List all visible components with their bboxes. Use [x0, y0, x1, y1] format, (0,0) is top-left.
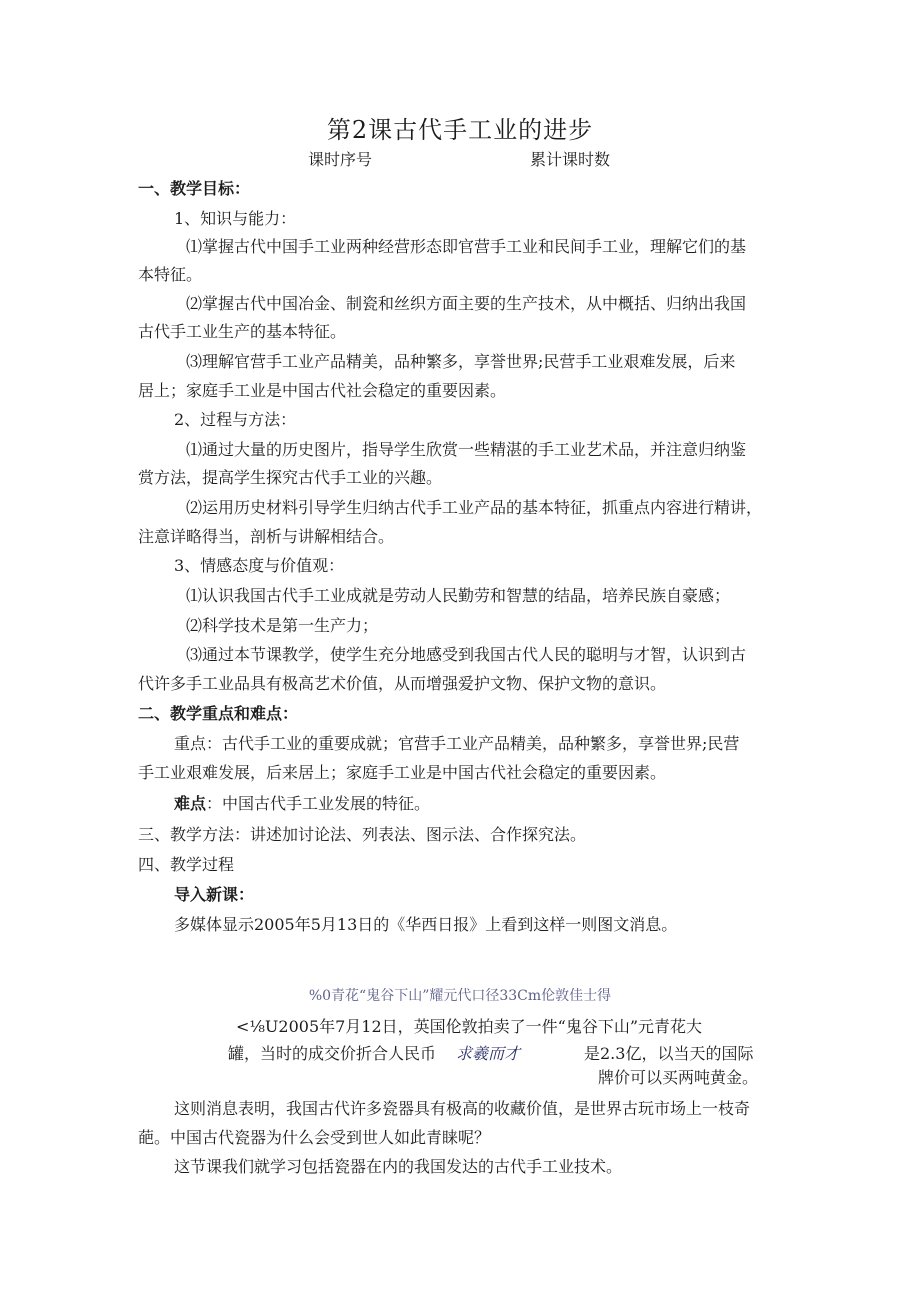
knowledge-heading: 1、知识与能力：	[174, 209, 297, 228]
intro-text: 多媒体显示2005年5月13日的《华西日报》上看到这样一则图文消息。	[174, 915, 678, 934]
emotion-item-3: ⑶通过本节课教学，使学生充分地感受到我国古代人民的聪明与才智，认识到古	[186, 645, 747, 664]
news-line-2b: 求羲而才	[456, 1044, 521, 1063]
knowledge-item-1-cont: 本特征。	[138, 265, 203, 284]
process-item-2: ⑵运用历史材料引导学生归纳古代手工业产品的基本特征，抓重点内容进行精讲，	[186, 498, 763, 517]
knowledge-item-1: ⑴掌握古代中国手工业两种经营形态即官营手工业和民间手工业，理解它们的基	[186, 237, 747, 256]
closing-para-1-cont: 葩。中国古代瓷器为什么会受到世人如此青睐呢？	[138, 1128, 491, 1147]
period-label: 课时序号	[308, 150, 373, 169]
knowledge-item-2-cont: 古代手工业生产的基本特征。	[138, 322, 347, 341]
key-point-cont: 手工业艰难发展，后来居上；家庭手工业是中国古代社会稳定的重要因素。	[138, 763, 667, 782]
section-1-heading: 一、教学目标：	[138, 179, 251, 198]
difficulty-text: ：中国古代手工业发展的特征。	[206, 794, 431, 813]
news-headline: %0青花“鬼谷下山”耀元代口径33Cm伦敦佳士得	[308, 988, 612, 1004]
emotion-heading: 3、情感态度与价值观：	[174, 556, 345, 575]
total-label: 累计课时数	[530, 150, 611, 169]
section-3-methods: 三、教学方法：讲述加讨论法、列表法、图示法、合作探究法。	[138, 825, 587, 844]
difficulty-label: 难点	[174, 794, 207, 813]
key-point: 重点：古代手工业的重要成就；官营手工业产品精美，品种繁多，享誉世界;民营	[174, 734, 740, 753]
intro-label: 导入新课：	[174, 885, 255, 904]
news-line-2c: 是2.3亿，以当天的国际	[584, 1044, 754, 1063]
difficulty	[174, 790, 824, 817]
news-line-3: 牌价可以买两吨黄金。	[598, 1068, 759, 1087]
news-line-2a: 罐，当时的成交价折合人民币	[228, 1044, 437, 1063]
closing-para-2: 这节课我们就学习包括瓷器在内的我国发达的古代手工业技术。	[174, 1157, 623, 1176]
knowledge-item-3-cont: 居上；家庭手工业是中国古代社会稳定的重要因素。	[138, 381, 507, 400]
process-heading: 2、过程与方法：	[174, 410, 297, 429]
section-2-heading: 二、教学重点和难点：	[138, 704, 299, 723]
section-4-heading: 四、教学过程	[138, 855, 235, 874]
knowledge-item-3: ⑶理解官营手工业产品精美，品种繁多，享誉世界;民营手工业艰难发展，后来	[186, 352, 736, 371]
process-item-1-cont: 赏方法，提高学生探究古代手工业的兴趣。	[138, 468, 443, 487]
emotion-item-1: ⑴认识我国古代手工业成就是劳动人民勤劳和智慧的结晶，培养民族自豪感；	[186, 586, 731, 605]
process-item-2-cont: 注意详略得当，剖析与讲解相结合。	[138, 527, 395, 546]
page-title: 第2课古代手工业的进步	[326, 116, 594, 144]
emotion-item-3-cont: 代许多手工业品具有极高艺术价值，从而增强爱护文物、保护文物的意识。	[138, 674, 667, 693]
closing-para-1: 这则消息表明，我国古代许多瓷器具有极高的收藏价值，是世界古玩市场上一枝奇	[174, 1099, 751, 1118]
knowledge-item-2: ⑵掌握古代中国冶金、制瓷和丝织方面主要的生产技术，从中概括、归纳出我国	[186, 294, 747, 313]
process-item-1: ⑴通过大量的历史图片，指导学生欣赏一些精湛的手工业艺术品，并注意归纳鉴	[186, 440, 747, 459]
news-line-1: <⅛U2005年7月12日，英国伦敦拍卖了一件“鬼谷下山”元青花大	[236, 1017, 703, 1036]
emotion-item-2: ⑵科学技术是第一生产力；	[186, 616, 379, 635]
